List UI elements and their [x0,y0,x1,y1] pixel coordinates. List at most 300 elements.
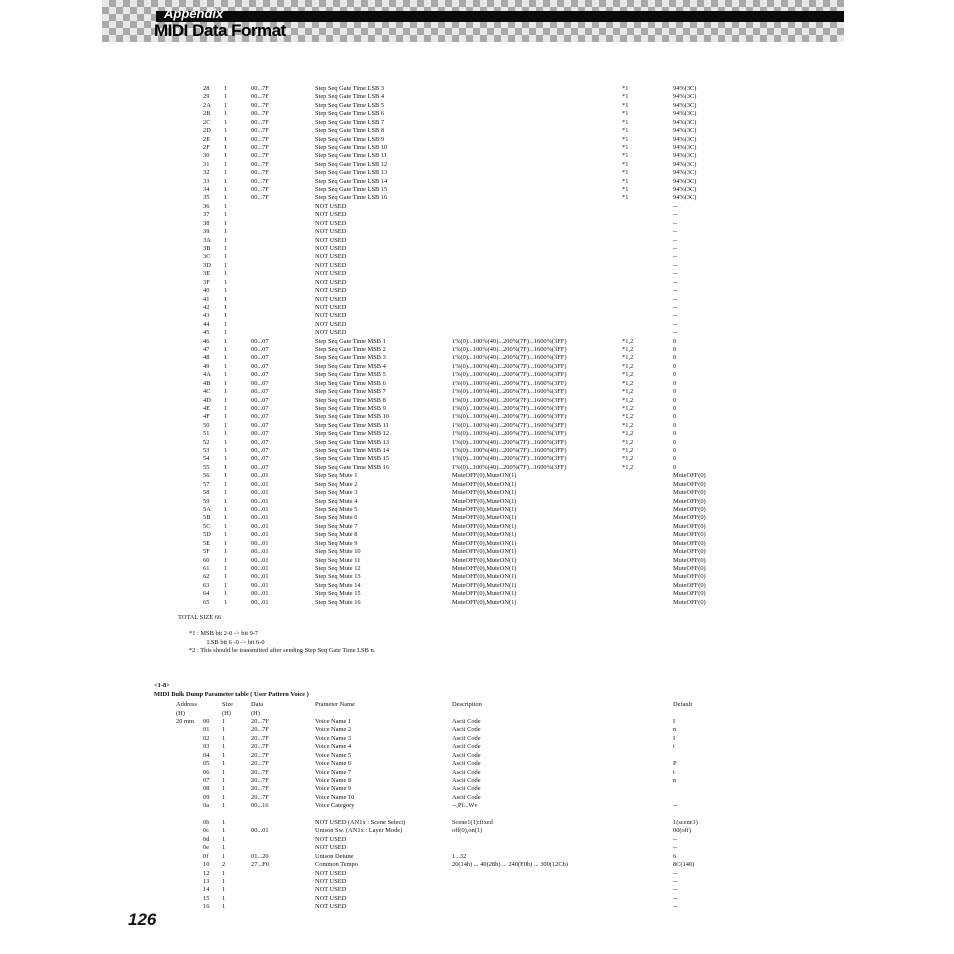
cell-description: Ascii Code [452,760,481,768]
page-header [102,0,844,42]
cell-data: 00...01 [251,590,269,598]
cell-address-hi: 20 mm [176,718,194,725]
cell-description: Ascii Code [452,743,481,751]
cell-description: MuteOFF(0),MuteON(1) [452,489,517,497]
cell-param-name: Step Seq Mute 11 [315,556,361,564]
cell-default: -- [673,312,678,320]
cell-param-name: NOT USED [315,287,347,295]
cell-param-name: NOT USED [315,329,347,337]
cell-data: 00...07 [251,463,269,471]
cell-description: MuteOFF(0),MuteON(1) [452,556,517,564]
cell-description: off(0),on(1) [452,827,483,835]
cell-note: *1,2 [622,404,634,412]
cell-size: 1 [224,404,228,412]
cell-address: 40 [203,287,210,295]
cell-size: 1 [222,793,226,801]
cell-address: 58 [203,489,210,497]
cell-description: Ascii Code [452,726,481,734]
cell-size: 1 [224,506,228,513]
header-param-name: Prameter Name [315,701,355,708]
cell-description: MuteOFF(0),MuteON(1) [452,590,517,598]
cell-default: MuteOFF(0) [673,489,706,497]
cell-data: 00...01 [251,472,269,480]
cell-param-name: Step Seq Gate Time MSB 11 [315,421,389,429]
cell-default: 0 [673,354,677,362]
cell-size: 1 [224,438,228,446]
cell-data: 00...01 [251,539,269,547]
cell-data: 00...01 [251,548,269,556]
cell-size: 1 [222,785,226,793]
cell-description: MuteOFF(0),MuteON(1) [452,548,517,556]
cell-description: 1%(0)...100%(40)...200%(7F)...1600%(3FF) [452,463,567,471]
cell-address-lo: 10 [203,861,210,869]
cell-param-name: Voice Name 5 [315,751,352,759]
cell-address: 48 [203,354,210,362]
cell-address-lo: 0f [203,852,209,860]
cell-address: 50 [203,421,210,429]
cell-data: 20...7F [251,726,269,734]
header-address: Address [176,701,197,708]
cell-size: 1 [224,135,228,143]
cell-description: 1%(0)...100%(40)...200%(7F)...1600%(3FF) [452,447,567,455]
cell-size: 1 [224,548,228,556]
cell-param-name: NOT USED [315,844,347,852]
cell-default: MuteOFF(0) [673,590,706,598]
cell-size: 1 [224,287,228,295]
cell-default: -- [673,329,678,337]
cell-address: 64 [203,590,210,598]
cell-data: 20...7F [251,768,269,776]
cell-default: 94%(3C) [673,110,697,118]
cell-note: *1 [622,85,629,92]
cell-default: MuteOFF(0) [673,548,706,556]
cell-data: 00...7F [251,135,269,143]
cell-default: 0 [673,379,677,387]
cell-param-name: Step Seq Gate Time MSB 1 [315,337,386,345]
cell-address: 5D [203,531,211,539]
cell-data: 00...07 [251,388,269,396]
cell-default: 0 [673,362,677,370]
cell-data: 00...01 [251,556,269,564]
cell-size: 1 [224,270,228,278]
cell-param-name: Step Seq Mute 3 [315,489,358,497]
cell-note: *1,2 [622,455,634,463]
cell-param-name: NOT USED [315,244,347,252]
cell-default: 0 [673,438,677,446]
cell-size: 1 [224,573,228,581]
cell-data: 00...01 [251,522,269,530]
cell-default: -- [673,244,678,252]
cell-address: 30 [203,152,210,160]
cell-default: -- [673,219,678,227]
cell-address: 3D [203,261,211,269]
cell-size: 1 [224,388,228,396]
cell-param-name: Unison Detune [315,852,354,860]
cell-address: 44 [203,320,210,328]
cell-default: 0 [673,404,677,412]
cell-size: 1 [222,802,226,810]
cell-note: *1 [622,101,629,109]
cell-param-name: Step Seq Gate Time MSB 16 [315,463,390,471]
cell-data: 27...F0 [251,861,269,869]
cell-param-name: NOT USED [315,894,347,902]
cell-size: 1 [224,590,228,598]
cell-size: 1 [224,202,228,210]
cell-note: *1 [622,110,629,118]
cell-size: 1 [224,160,228,168]
cell-size: 1 [224,143,228,151]
cell-address: 57 [203,480,210,488]
cell-param-name: Step Seq Mute 5 [315,506,358,513]
cell-default: MuteOFF(0) [673,522,706,530]
cell-param-name: Voice Name 9 [315,785,352,793]
cell-param-name: Step Seq Gate Time MSB 7 [315,388,386,396]
cell-size: 1 [222,886,226,894]
cell-data: 20...7F [251,751,269,759]
cell-param-name: Voice Name 10 [315,793,355,801]
cell-description: 1%(0)...100%(40)...200%(7F)...1600%(3FF) [452,404,567,412]
cell-address: 5E [203,539,211,547]
cell-address-lo: 0d [203,835,210,843]
cell-note: *1,2 [622,354,634,362]
header-description: Description [452,701,482,708]
cell-param-name: Voice Category [315,802,355,810]
cell-address: 54 [203,455,210,463]
cell-address: 29 [203,93,210,101]
cell-description: 1%(0)...100%(40)...200%(7F)...1600%(3FF) [452,438,567,446]
cell-default: -- [673,802,678,810]
cell-param-name: NOT USED [315,903,347,911]
cell-address: 56 [203,472,210,480]
cell-param-name: NOT USED [315,312,347,320]
cell-note: *1,2 [622,371,634,379]
cell-address: 5A [203,506,211,513]
cell-address: 49 [203,362,210,370]
cell-size: 1 [224,362,228,370]
note-1b: LSB bit 6 -0 -> bit 6-0 [207,639,265,646]
cell-description: Ascii Code [452,751,481,759]
cell-description: 1...32 [452,852,467,860]
cell-param-name: Step Seq Gate Time LSB 10 [315,143,388,151]
cell-note: *1,2 [622,421,634,429]
cell-description: Ascii Code [452,793,481,801]
cell-data: 00...07 [251,362,269,370]
cell-address-lo: 0c [203,827,210,835]
cell-address: 46 [203,337,210,345]
cell-size: 1 [224,169,228,177]
cell-default: MuteOFF(0) [673,573,706,581]
cell-param-name: NOT USED [315,261,347,269]
cell-size: 1 [224,489,228,497]
cell-description: MuteOFF(0),MuteON(1) [452,480,517,488]
cell-size: 1 [224,93,228,101]
cell-default: -- [673,295,678,303]
cell-data: 20...7F [251,785,269,793]
cell-param-name: Step Seq Mute 10 [315,548,361,556]
cell-default: 94%(3C) [673,93,697,101]
cell-size: 1 [224,539,228,547]
cell-size: 1 [222,726,226,734]
cell-description: MuteOFF(0),MuteON(1) [452,506,517,513]
cell-default: 94%(3C) [673,194,697,202]
cell-description: 1%(0)...100%(40)...200%(7F)...1600%(3FF) [452,421,567,429]
cell-address: 62 [203,573,210,581]
cell-default: 1(scene1) [673,819,698,827]
cell-size: 1 [224,379,228,387]
cell-size: 1 [222,819,226,827]
cell-address: 33 [203,177,210,185]
cell-description: 1%(0)...100%(40)...200%(7F)...1600%(3FF) [452,379,567,387]
total-size: TOTAL SIZE 66 [178,614,222,621]
cell-address-lo: 04 [203,751,210,759]
subheader-address: (H) [176,710,185,717]
cell-note: *1 [622,194,629,202]
cell-description: 1%(0)...100%(40)...200%(7F)...1600%(3FF) [452,388,567,396]
cell-address-lo: 0a [203,802,210,810]
header-data: Data [251,701,264,708]
cell-default: -- [673,211,678,219]
cell-size: 1 [224,346,228,354]
cell-address-lo: 06 [203,768,210,776]
section-title: MIDI Bulk Dump Parameter table ( User Pattern Voice ) [154,691,309,698]
cell-size: 1 [224,531,228,539]
cell-default: 94%(3C) [673,152,697,160]
cell-param-name: Common Tempo [315,861,358,869]
cell-size: 1 [224,396,228,404]
cell-param-name: Voice Name 1 [315,718,352,725]
cell-data: 00...7F [251,93,269,101]
cell-address-lo: 03 [203,743,210,751]
cell-size: 1 [224,430,228,438]
cell-note: *1,2 [622,346,634,354]
cell-description: MuteOFF(0),MuteON(1) [452,514,517,522]
cell-description: MuteOFF(0),MuteON(1) [452,522,517,530]
cell-address-lo: 08 [203,785,210,793]
cell-size: 1 [224,152,228,160]
cell-default: MuteOFF(0) [673,556,706,564]
cell-size: 1 [222,852,226,860]
cell-description: 1%(0)...100%(40)...200%(7F)...1600%(3FF) [452,430,567,438]
cell-param-name: Step Seq Gate Time MSB 4 [315,362,386,370]
cell-default: 0 [673,346,677,354]
cell-description: Scene1(1):fixed [452,819,493,827]
cell-default: 0 [673,413,677,421]
cell-data: 00...01 [251,497,269,505]
cell-param-name: NOT USED [315,877,347,885]
cell-address: 2A [203,101,211,109]
cell-address: 28 [203,85,210,92]
cell-default: 94%(3C) [673,169,697,177]
cell-size: 1 [224,211,228,219]
cell-address-lo: 14 [203,886,210,894]
cell-data: 00...07 [251,438,269,446]
cell-address-lo: 13 [203,877,210,885]
cell-data: 20...7F [251,760,269,768]
cell-param-name: Step Seq Gate Time MSB 12 [315,430,390,438]
cell-default: P [673,760,677,768]
cell-param-name: Step Seq Gate Time MSB 13 [315,438,390,446]
cell-data: 00...07 [251,346,269,354]
cell-param-name: Step Seq Mute 9 [315,539,358,547]
cell-param-name: Voice Name 8 [315,776,352,784]
cell-description: Ascii Code [452,718,481,725]
cell-size: 1 [224,598,228,606]
cell-size: 1 [224,219,228,227]
cell-param-name: Step Seq Gate Time MSB 5 [315,371,386,379]
cell-data: 00...7F [251,143,269,151]
cell-param-name: NOT USED [315,211,347,219]
cell-note: *1,2 [622,337,634,345]
cell-description: Ascii Code [452,785,481,793]
cell-data: 00...7F [251,160,269,168]
cell-param-name: Step Seq Mute 16 [315,598,361,606]
cell-size: 1 [224,177,228,185]
cell-param-name: NOT USED [315,253,347,261]
cell-data: 00...01 [251,827,269,835]
cell-description: MuteOFF(0),MuteON(1) [452,497,517,505]
cell-default: -- [673,869,678,877]
cell-param-name: Step Seq Mute 7 [315,522,358,530]
cell-param-name: NOT USED [315,869,347,877]
cell-default: MuteOFF(0) [673,581,706,589]
cell-note: *1 [622,186,629,194]
cell-data: 00...16 [251,802,269,810]
cell-default: 0 [673,396,677,404]
cell-address-lo: 00 [203,718,210,725]
cell-note: *1 [622,118,629,126]
cell-size: 1 [222,751,226,759]
cell-size: 1 [224,85,228,92]
cell-address: 42 [203,303,210,311]
cell-address: 41 [203,295,210,303]
cell-default: 00(off) [673,827,691,835]
cell-data: 20...7F [251,793,269,801]
cell-size: 1 [224,253,228,261]
cell-size: 1 [224,228,228,236]
cell-address: 38 [203,219,210,227]
cell-param-name: NOT USED [315,278,347,286]
cell-address: 2E [203,135,211,143]
cell-size: 1 [224,244,228,252]
cell-data: 00...01 [251,573,269,581]
cell-param-name: Step Seq Mute 15 [315,590,361,598]
cell-address: 3B [203,244,211,252]
cell-size: 1 [222,776,226,784]
cell-data: 00...7F [251,101,269,109]
cell-data: 00...7F [251,194,269,202]
cell-size: 1 [224,447,228,455]
cell-size: 1 [224,564,228,572]
cell-param-name: Step Seq Gate Time MSB 8 [315,396,386,404]
cell-size: 1 [224,522,228,530]
cell-param-name: Step Seq Mute 1 [315,472,358,480]
cell-note: *1,2 [622,388,634,396]
cell-default: MuteOFF(0) [673,480,706,488]
cell-data: 00...7F [251,186,269,194]
cell-data: 00...07 [251,337,269,345]
section-tag: <1-8> [154,682,170,689]
cell-default: I [673,734,676,742]
cell-default: 8C(140) [673,861,695,869]
cell-data: 00...07 [251,396,269,404]
cell-address-lo: 09 [203,793,210,801]
cell-address: 34 [203,186,210,194]
cell-size: 1 [224,110,228,118]
cell-size: 1 [224,497,228,505]
cell-address-lo: 01 [203,726,210,734]
cell-note: *1 [622,143,629,151]
cell-address: 55 [203,463,210,471]
cell-param-name: Step Seq Gate Time MSB 6 [315,379,386,387]
cell-param-name: Voice Name 2 [315,726,352,734]
cell-size: 1 [224,329,228,337]
cell-param-name: Voice Name 7 [315,768,352,776]
cell-default: t [673,743,675,751]
cell-address: 51 [203,430,210,438]
cell-data: 00...7F [251,110,269,118]
cell-data: 00...01 [251,598,269,606]
cell-size: 1 [222,903,226,911]
cell-description: MuteOFF(0),MuteON(1) [452,598,517,606]
cell-param-name: NOT USED [315,202,347,210]
cell-data: 00...7F [251,127,269,135]
cell-description: 1%(0)...100%(40)...200%(7F)...1600%(3FF) [452,346,567,354]
cell-default: MuteOFF(0) [673,506,706,513]
cell-size: 1 [224,186,228,194]
cell-param-name: Step Seq Gate Time MSB 2 [315,346,386,354]
subheader-data: (H) [251,710,260,717]
section-label: Appendix [164,6,224,21]
cell-default: 0 [673,337,677,345]
cell-note: *1 [622,152,629,160]
cell-data: 00...01 [251,480,269,488]
cell-data: 20...7F [251,734,269,742]
note-2: *2 : This should be transmitted after sending Step Seq Gate Time LSB n. [189,647,376,654]
cell-default: 94%(3C) [673,186,697,194]
cell-note: *1,2 [622,413,634,421]
cell-param-name: Step Seq Gate Time LSB 11 [315,152,388,160]
cell-param-name: NOT USED [315,303,347,311]
cell-address: 3E [203,270,211,278]
cell-param-name: Step Seq Gate Time LSB 14 [315,177,388,185]
cell-param-name: Voice Name 6 [315,760,352,768]
cell-size: 1 [224,312,228,320]
cell-address: 32 [203,169,210,177]
cell-default: 0 [673,430,677,438]
cell-param-name: NOT USED [315,228,347,236]
cell-param-name: Step Seq Gate Time MSB 15 [315,455,390,463]
cell-data: 00...07 [251,354,269,362]
cell-data: 00...01 [251,489,269,497]
cell-size: 1 [224,320,228,328]
cell-size: 1 [222,869,226,877]
cell-data: 00...7F [251,152,269,160]
cell-default: -- [673,287,678,295]
cell-address: 5F [203,548,210,556]
cell-note: *1 [622,135,629,143]
cell-address-lo: 12 [203,869,210,877]
cell-note: *1 [622,127,629,135]
header-size: Size [222,701,234,708]
note-1: *1 : MSB bit 2-0 -> bit 9-7 [189,630,259,637]
cell-param-name: NOT USED [315,295,347,303]
cell-address: 5C [203,522,211,530]
cell-address-lo: 16 [203,903,210,911]
cell-description: 1%(0)...100%(40)...200%(7F)...1600%(3FF) [452,337,567,345]
cell-data: 00...7F [251,177,269,185]
cell-param-name: Voice Name 4 [315,743,352,751]
cell-address: 39 [203,228,210,236]
